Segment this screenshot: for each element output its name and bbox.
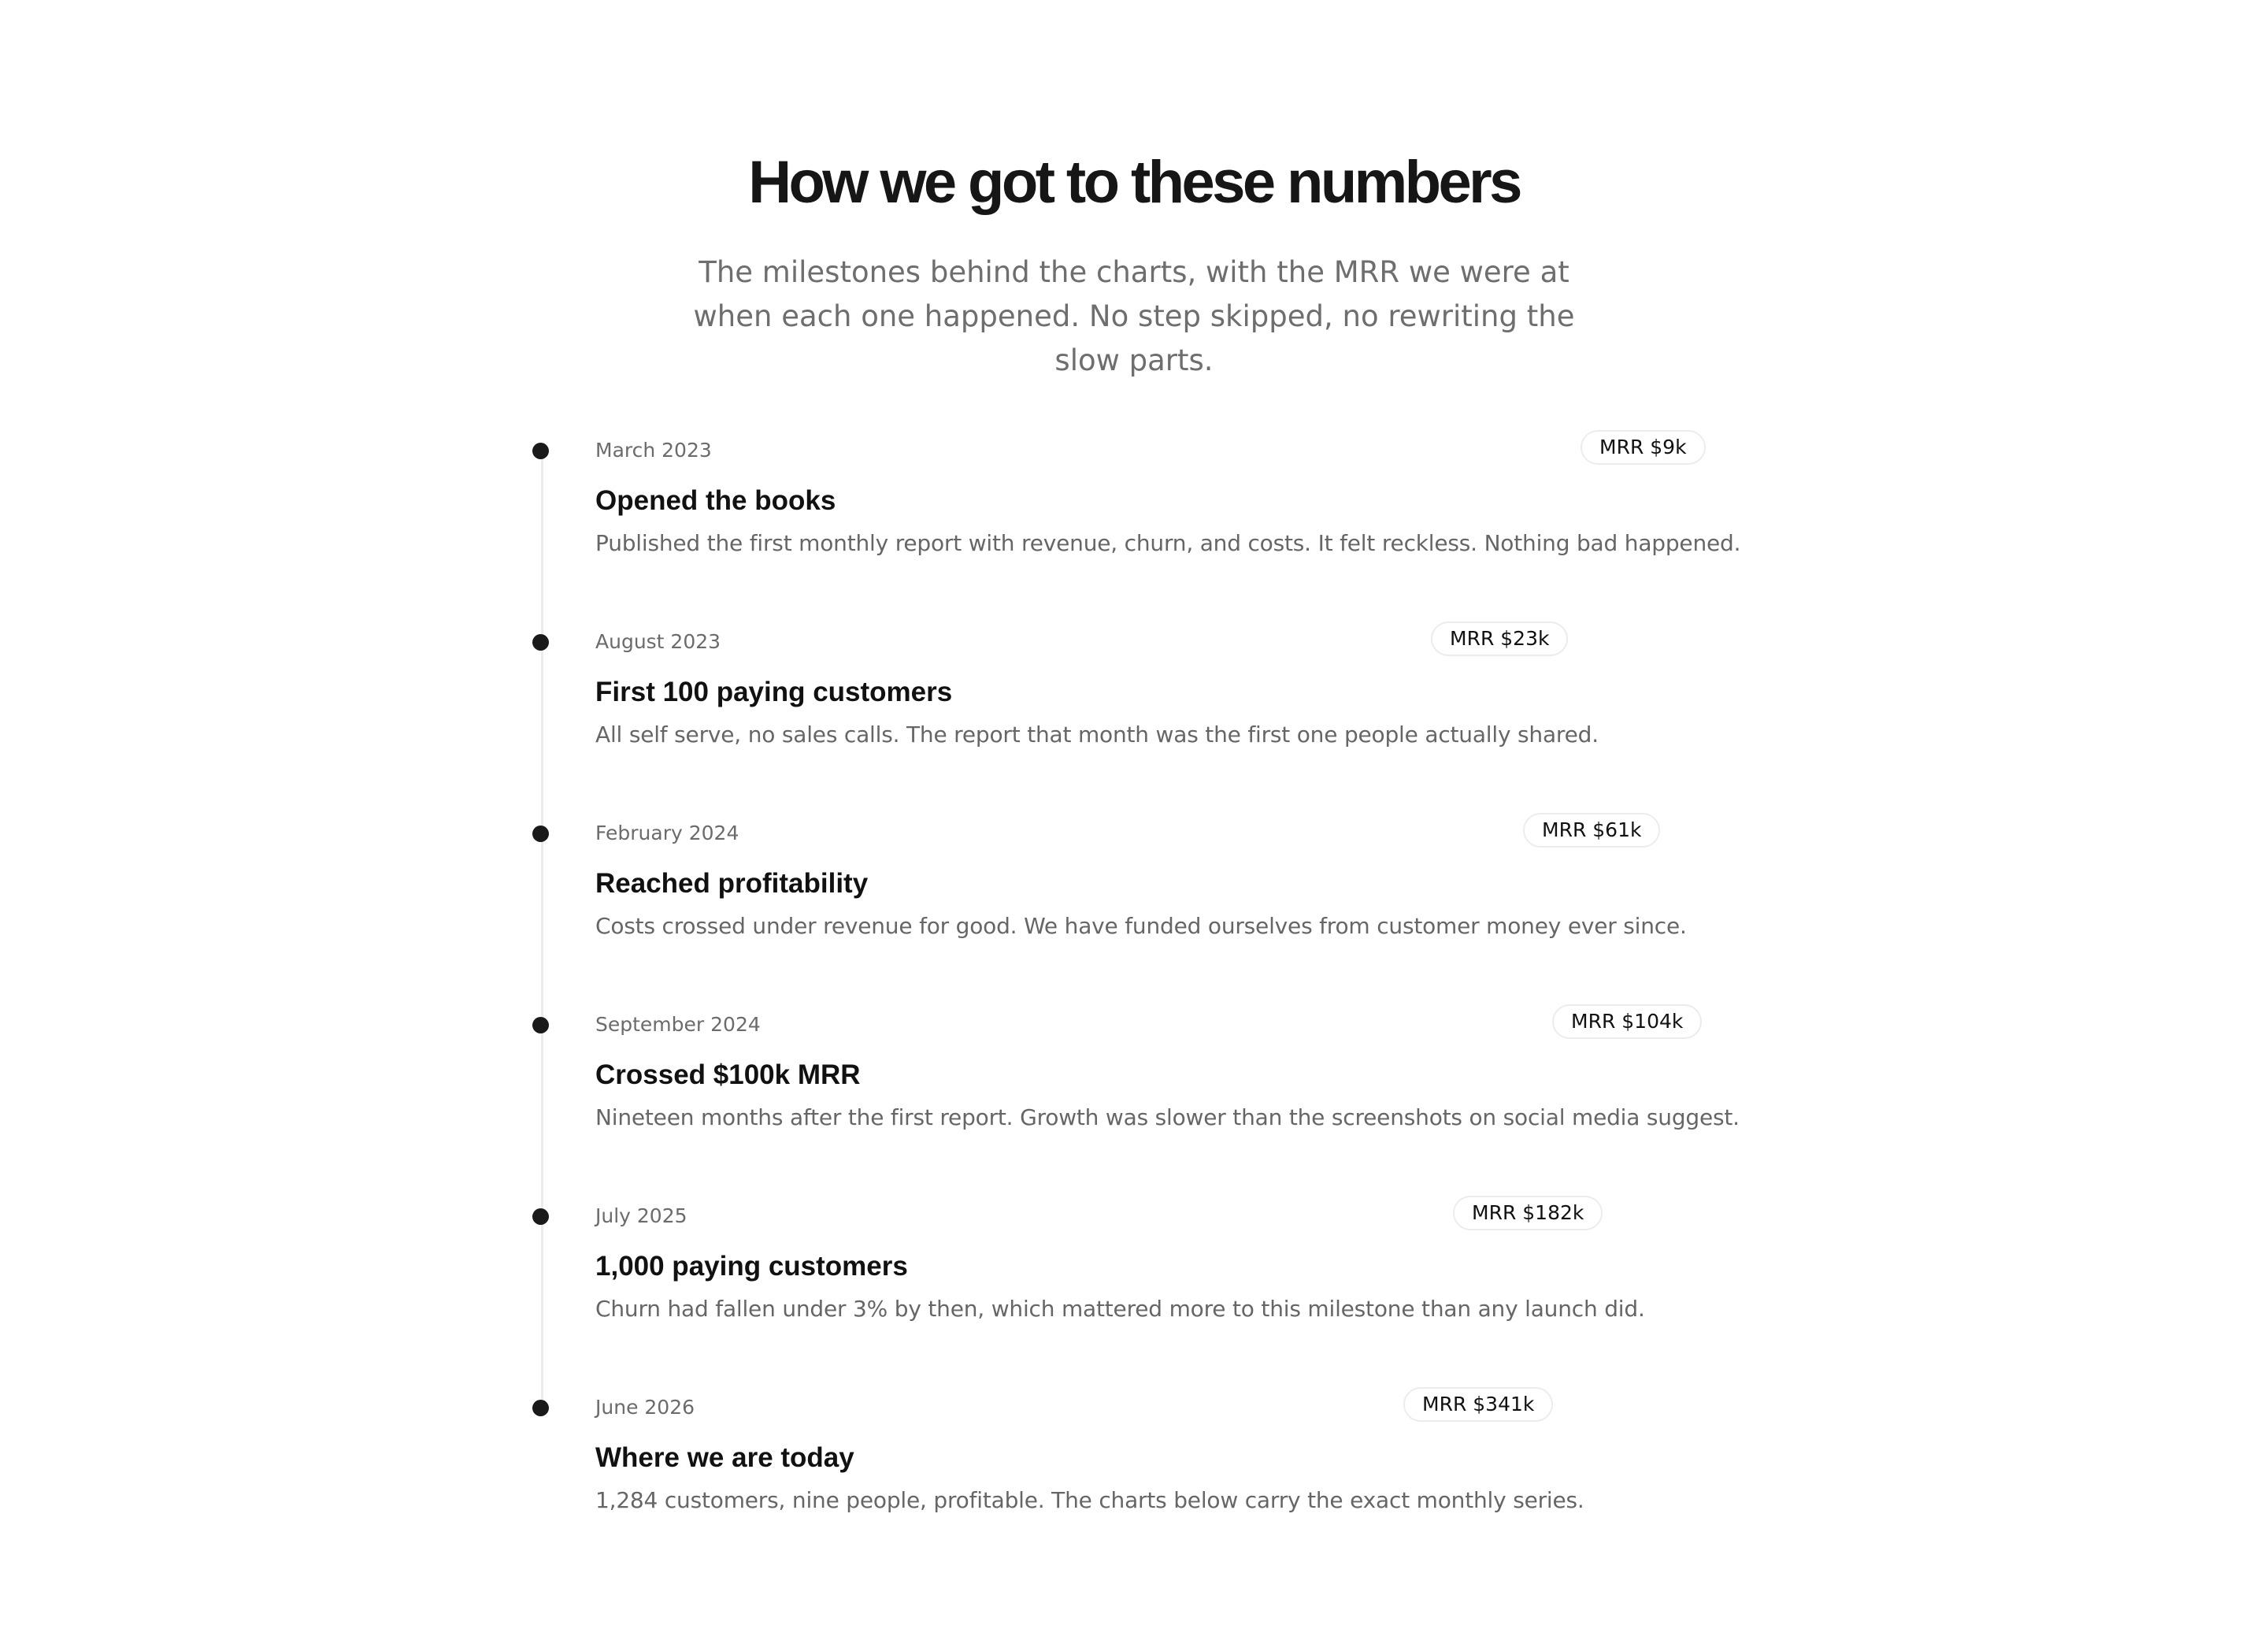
milestone-title: Crossed $100k MRR bbox=[595, 1059, 861, 1090]
timeline-dot bbox=[532, 826, 549, 842]
mrr-badge: MRR $23k bbox=[1431, 621, 1568, 656]
timeline-dot bbox=[532, 1400, 549, 1416]
timeline-dot bbox=[532, 1017, 549, 1033]
milestone-date: September 2024 bbox=[595, 1013, 761, 1036]
milestone-description: Published the first monthly report with revenue, churn, and costs. It felt reckless. Nothing bad happened. bbox=[595, 530, 1741, 556]
mrr-badge: MRR $341k bbox=[1403, 1387, 1553, 1422]
milestone-title: Where we are today bbox=[595, 1442, 854, 1473]
mrr-badge: MRR $182k bbox=[1453, 1196, 1603, 1230]
milestone-title: First 100 paying customers bbox=[595, 677, 953, 707]
milestone-description: Nineteen months after the first report. Growth was slower than the screenshots on social media suggest. bbox=[595, 1104, 1740, 1130]
timeline-dot bbox=[532, 443, 549, 459]
timeline-dot bbox=[532, 1208, 549, 1225]
milestone-item bbox=[0, 626, 2268, 800]
milestone-item bbox=[0, 435, 2268, 608]
milestone-description: Costs crossed under revenue for good. We have funded ourselves from customer money ever since. bbox=[595, 913, 1687, 939]
milestone-date: August 2023 bbox=[595, 630, 721, 653]
milestone-item bbox=[0, 1009, 2268, 1182]
milestone-date: June 2026 bbox=[595, 1396, 695, 1419]
milestone-item bbox=[0, 818, 2268, 991]
milestone-description: Churn had fallen under 3% by then, which mattered more to this milestone than any launch did. bbox=[595, 1296, 1645, 1322]
milestone-date: March 2023 bbox=[595, 439, 712, 462]
milestone-description: 1,284 customers, nine people, profitable. The charts below carry the exact monthly series. bbox=[595, 1487, 1584, 1513]
milestone-date: February 2024 bbox=[595, 822, 739, 844]
mrr-badge: MRR $9k bbox=[1581, 430, 1706, 465]
milestone-title: Reached profitability bbox=[595, 868, 869, 899]
milestone-title: Opened the books bbox=[595, 485, 836, 516]
milestone-description: All self serve, no sales calls. The report that month was the first one people actually shared. bbox=[595, 722, 1599, 748]
mrr-badge: MRR $61k bbox=[1523, 813, 1660, 848]
page-subtitle: The milestones behind the charts, with the MRR we were at when each one happened. No step skipped, no rewriting the slow parts. bbox=[693, 255, 1575, 377]
milestone-item bbox=[0, 1392, 2268, 1565]
page-title: How we got to these numbers bbox=[748, 149, 1520, 216]
milestone-date: July 2025 bbox=[595, 1204, 687, 1227]
mrr-badge: MRR $104k bbox=[1552, 1004, 1702, 1039]
milestone-item bbox=[0, 1200, 2268, 1374]
milestone-title: 1,000 paying customers bbox=[595, 1251, 908, 1282]
timeline-dot bbox=[532, 634, 549, 651]
